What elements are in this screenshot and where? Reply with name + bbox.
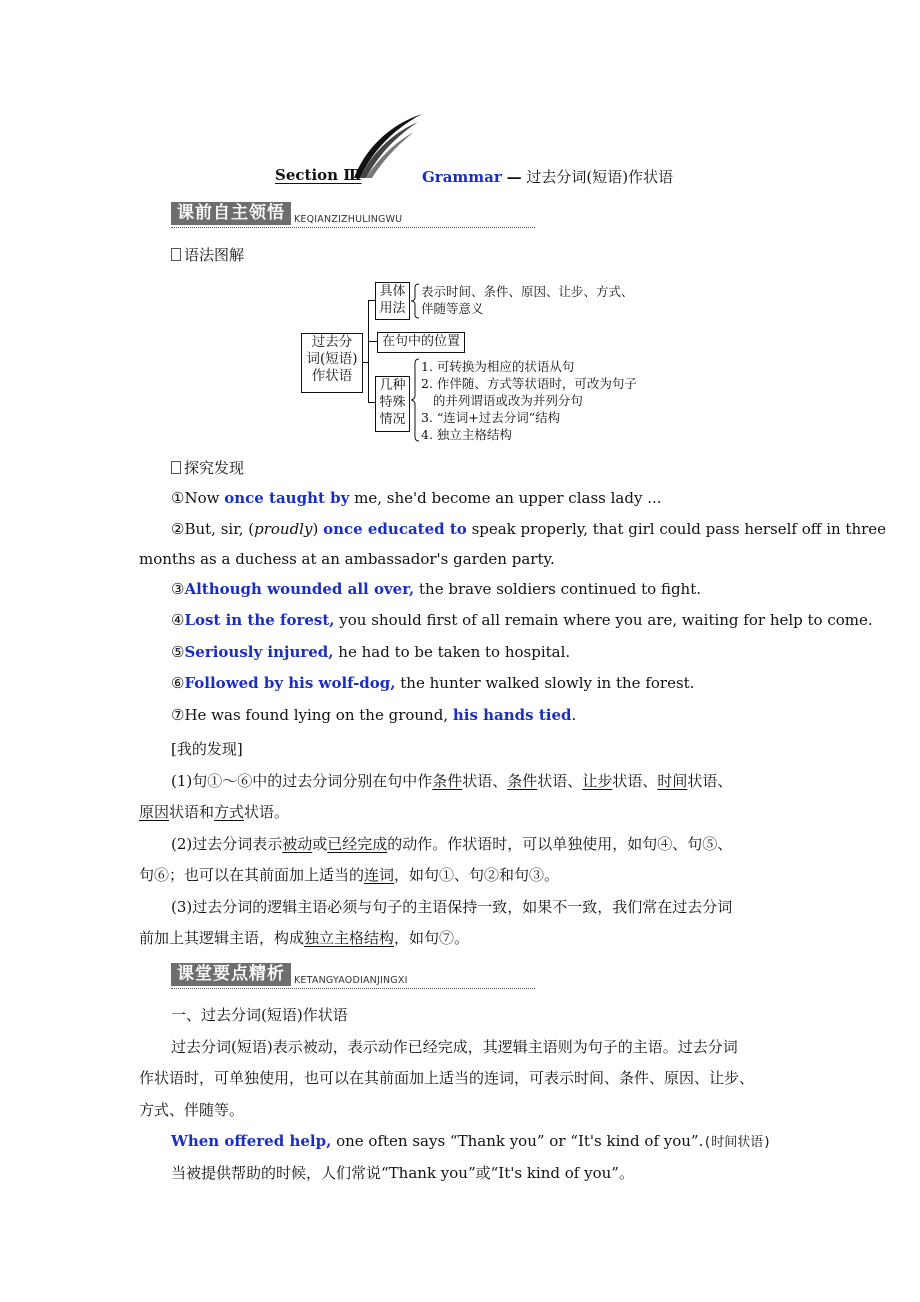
example-sentence-4: ④Lost in the forest, you should first of all remain where you are, waiting for help to come.: [171, 611, 873, 629]
connector: [368, 402, 375, 403]
example-sentence-5: ⑤Seriously injured, he had to be taken to hospital.: [171, 643, 571, 661]
section-1-heading: 一、过去分词(短语)作状语: [171, 1006, 348, 1024]
usage-text-2: 伴随等意义: [421, 301, 484, 316]
banner-pinyin: KEQIANZIZHULINGWU: [294, 214, 403, 225]
finding-3-line-2: 前加上其逻辑主语，构成独立主格结构，如句⑦。: [139, 929, 470, 947]
grammar-label: Grammar: [422, 168, 502, 186]
example-sentence-2: ②But, sir, (proudly) once educated to speak properly, that girl could pass herself off in three: [171, 520, 887, 538]
banner-divider: [171, 227, 535, 228]
diagram-root-box: 过去分 词(短语) 作状语: [301, 333, 363, 393]
diagram-usage-box: 具体 用法: [375, 282, 410, 320]
special-item-4: 4. 独立主格结构: [421, 427, 512, 442]
checkbox-icon: [171, 248, 181, 261]
finding-3-line-1: (3)过去分词的逻辑主语必须与句子的主语保持一致，如果不一致，我们常在过去分词: [171, 898, 733, 916]
special-item-3: 3. “连词+过去分词”结构: [421, 410, 561, 425]
section-1-para-line-3: 方式、伴随等。: [139, 1101, 245, 1119]
grammar-diagram-heading: 语法图解: [171, 244, 244, 265]
banner-title: 课前自主领悟: [171, 202, 291, 225]
section-1-example: When offered help, one often says “Thank you” or “It's kind of you”.(时间状语): [171, 1132, 772, 1150]
example-sentence-3: ③Although wounded all over, the brave soldiers continued to fight.: [171, 580, 702, 598]
special-item-1: 1. 可转换为相应的状语从句: [421, 359, 575, 374]
example-sentence-7: ⑦He was found lying on the ground, his hands tied.: [171, 706, 577, 724]
diagram-position-box: 在句中的位置: [377, 332, 465, 353]
title-dash: —: [506, 168, 522, 186]
connector: [368, 300, 369, 402]
banner-pinyin: KETANGYAODIANJINGXI: [294, 975, 408, 986]
checkbox-icon: [171, 461, 181, 474]
special-item-2b: 的并列谓语或改为并列分句: [421, 393, 583, 408]
diagram-special-box: 几种 特殊 情况: [375, 376, 410, 432]
section-label: Section Ⅲ: [275, 166, 362, 184]
example-sentence-2-cont: months as a duchess at an ambassador's garden party.: [139, 550, 555, 568]
connector: [368, 341, 377, 342]
section-1-translation: 当被提供帮助的时候，人们常说“Thank you”或“It's kind of you”。: [171, 1164, 634, 1182]
findings-heading: [我的发现]: [171, 740, 243, 758]
title-line: [422, 166, 673, 187]
finding-1-line-2: 原因状语和方式状语。: [139, 803, 290, 821]
banner-divider: [171, 988, 535, 989]
finding-1-line-1: (1)句①～⑥中的过去分词分别在句中作条件状语、条件状语、让步状语、时间状语、: [171, 772, 733, 790]
title-topic: 过去分词(短语)作状语: [526, 168, 674, 186]
finding-2-line-2: 句⑥；也可以在其前面加上适当的连词，如句①、句②和句③。: [139, 866, 560, 884]
example-sentence-1: ①Now once taught by me, she'd become an upper class lady ...: [171, 489, 662, 507]
section-banner-1: [171, 203, 402, 225]
usage-text-1: 表示时间、条件、原因、让步、方式、: [421, 284, 634, 299]
example-note: (时间状语): [703, 1135, 772, 1150]
connector: [368, 300, 375, 301]
example-sentence-6: ⑥Followed by his wolf-dog, the hunter walked slowly in the forest.: [171, 674, 695, 692]
finding-2-line-1: (2)过去分词表示被动或已经完成的动作。作状语时，可以单独使用，如句④、句⑤、: [171, 835, 733, 853]
brace-icon: [410, 358, 420, 442]
special-item-2: 2. 作伴随、方式等状语时，可改为句子: [421, 376, 637, 391]
banner-title: 课堂要点精析: [171, 963, 291, 986]
section-1-para-line-2: 作状语时，可单独使用，也可以在其前面加上适当的连词，可表示时间、条件、原因、让步、: [139, 1069, 755, 1087]
brace-icon: [410, 283, 420, 319]
section-1-para-line-1: 过去分词(短语)表示被动，表示动作已经完成，其逻辑主语则为句子的主语。过去分词: [171, 1038, 738, 1056]
section-banner-2: [171, 964, 408, 986]
explore-heading: 探究发现: [171, 457, 244, 478]
swoosh-logo-icon: [352, 112, 424, 180]
